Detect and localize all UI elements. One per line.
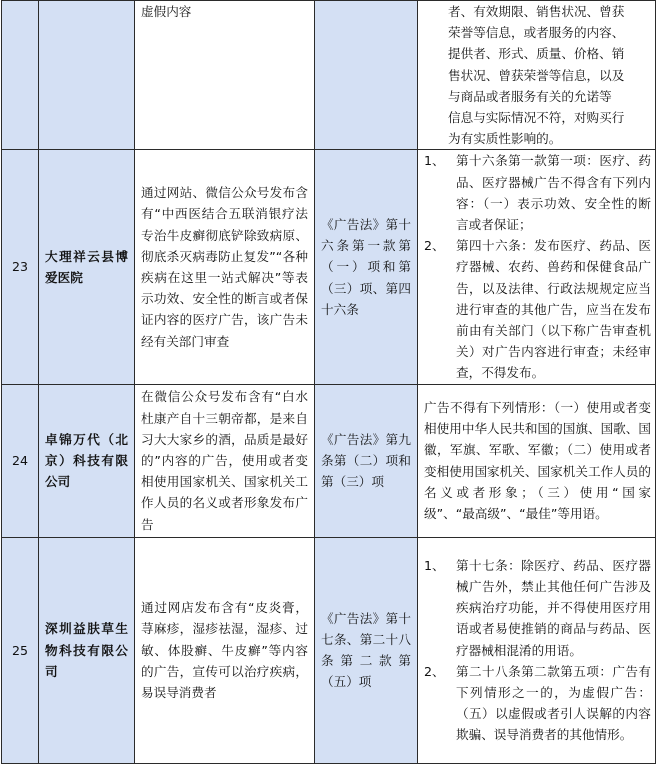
legal-basis: 广告不得有下列情形：（一）使用或者变相使用中华人民共和国的国旗、国歌、国徽，军旗、军歌、军徽；（二）使用或者变相使用国家机关、国家机关工作人员的名义或者形象；（三）使用“国家级”、“最高级”、“最佳”等用语。 [418, 384, 656, 537]
basis-item [424, 150, 651, 235]
row-number: 25 [2, 537, 39, 763]
basis-item-index: 2、 [424, 663, 445, 679]
basis-item [424, 661, 651, 746]
table-row [2, 384, 656, 537]
law-article [315, 1, 418, 150]
legal-basis [418, 1, 656, 150]
party-name: 卓锦万代（北京）科技有限公司 [39, 384, 135, 537]
table-row [2, 150, 656, 384]
violation-description: 在微信公众号发布含有“白水杜康产自十三朝帝都，是来自习大大家乡的酒，品质是最好的”内容的广告，使用或者变相使用国家机关、国家机关工作人员的名义或者形象发布广告 [135, 384, 315, 537]
party-name: 深圳益肤草生物科技有限公司 [39, 537, 135, 763]
violation-description [135, 1, 315, 150]
basis-item-index: 1、 [424, 557, 445, 573]
party-name [39, 1, 135, 150]
violation-description: 通过网店发布含有“皮炎膏，荨麻疹，湿疹祛湿，湿疹、过敏、体股癣、牛皮癣”等内容的广告，宣传可以治疗疾病，易误导消费者 [135, 537, 315, 763]
law-article: 《广告法》第十七条、第二十八条第二款第（五）项 [315, 537, 418, 763]
basis-item-text: 第四十六条：发布医疗、药品、医疗器械、农药、兽药和保健食品广告，以及法律、行政法规规定应当进行审查的其他广告，应当在发布前由有关部门（以下称广告审查机关）对广告内容进行审查；未经审查，不得发布。 [456, 238, 651, 381]
row-number: 23 [2, 150, 39, 384]
row-number [2, 1, 39, 150]
legal-basis [418, 150, 656, 384]
law-article: 《广告法》第九条第（二）项和第（三）项 [315, 384, 418, 537]
basis-item-text: 第十六条第一款第一项：医疗、药品、医疗器械广告不得含有下列内容：（一）表示功效、安全性的断言或者保证； [456, 153, 651, 233]
basis-line: 者、有效期限、销售状况、曾获 [448, 4, 625, 19]
basis-line: 荣誉等信息，或者服务的内容、 [448, 25, 625, 41]
basis-line: 信息与实际情况不符，对购买行 [448, 110, 625, 126]
legal-basis [418, 537, 656, 763]
law-article-text: 《广告法》第十六条第一款第（一）项和第（三）项、第四十六条 [321, 217, 411, 317]
basis-line: 提供者、形式、质量、价格、销 [448, 46, 625, 62]
basis-item-text: 第二十八条第二款第五项：广告有下列情形之一的，为虚假广告：（五）以虚假或者引人误解的内容欺骗、误导消费者的其他情形。 [456, 663, 651, 743]
violation-description: 通过网站、微信公众号发布含有“中西医结合五联消银疗法专治牛皮癣彻底铲除致病原、彻底杀灭病毒防止复发”“各种疾病在这里一站式解决”等表示功效、安全性的断言或者保证内容的医疗广告，该广告未经有关部门审查 [135, 150, 315, 384]
table-row [2, 537, 656, 763]
basis-item-index: 2、 [424, 238, 445, 254]
basis-line: 为有实质性影响的。 [448, 131, 562, 147]
basis-line: 售状况、曾获荣誉等信息，以及 [448, 67, 625, 83]
row-number: 24 [2, 384, 39, 537]
table-row [2, 1, 656, 150]
basis-item-index: 1、 [424, 153, 445, 169]
penalty-table [1, 0, 656, 764]
basis-item-text: 第十七条：除医疗、药品、医疗器械广告外，禁止其他任何广告涉及疾病治疗功能，并不得使用医疗用语或者易使推销的商品与药品、医疗器械相混淆的用语。 [456, 557, 651, 658]
description-line: 虚假内容 [141, 4, 192, 19]
basis-item [424, 555, 651, 661]
basis-line: 与商品或者服务有关的允诺等 [448, 88, 612, 104]
party-name: 大理祥云县博爱医院 [39, 150, 135, 384]
law-article [315, 150, 418, 384]
basis-item [424, 235, 651, 383]
